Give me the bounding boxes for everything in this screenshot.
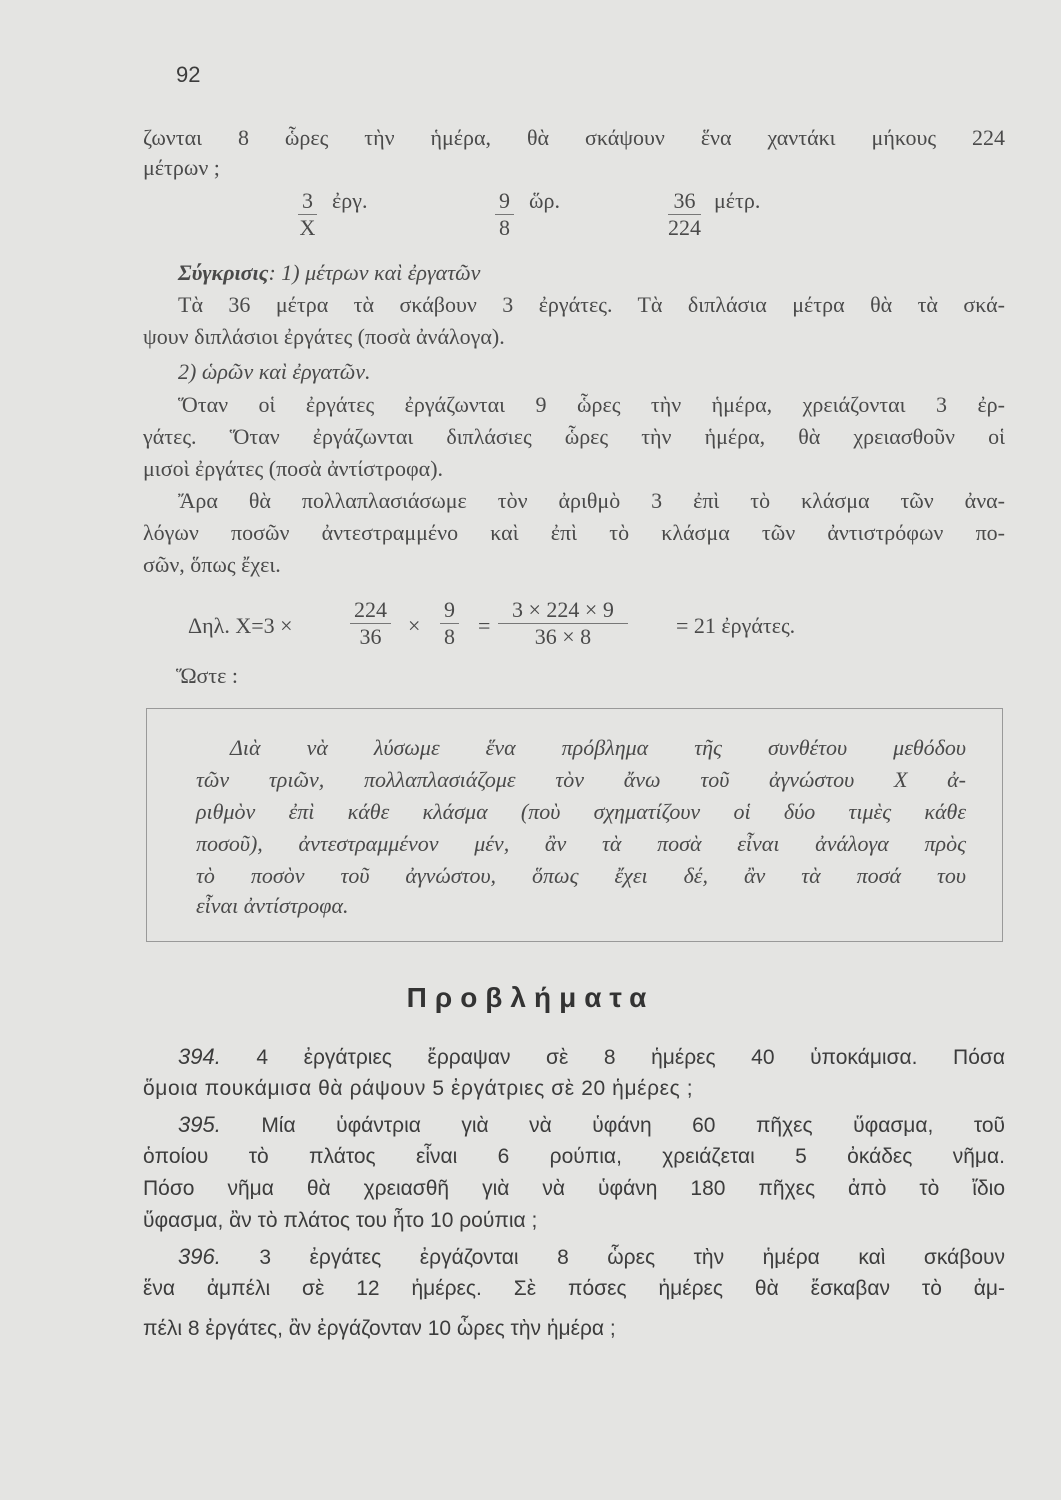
section-title: Προβλήματα [406,982,655,1013]
times-sign: × [408,613,421,638]
fraction-numerator: 224 [350,597,391,624]
problem-394 [178,1043,1005,1072]
rule-line: ποσοῦ), ἀντεστραμμένον μέν, ἂν τὰ ποσὰ εἶναι ἀνάλογα πρὸς [196,831,966,856]
hours-unit: ὥρ. [529,188,560,213]
text-line: μέτρων ; [143,155,220,180]
workers-bottom: Χ [299,215,316,240]
problem-number: 395. [178,1112,221,1137]
hence-label: Ὥστε : [176,663,238,688]
fraction-denominator: 36 × 8 [534,624,592,649]
workers-top: 3 [298,188,317,215]
problem-line: ὅμοια πουκάμισα θὰ ράψουν 5 ἐργάτριες σὲ 20 ἡμέρες ; [143,1077,694,1100]
problem-text: Μία ὑφάντρια γιὰ νὰ ὑφάνη 60 πῆχες ὕφασμα, τοῦ [261,1114,1005,1137]
comparison-label: Σύγκρισις [178,260,269,285]
problem-text: 3 ἐργάτες ἐργάζονται 8 ὧρες τὴν ἡμέρα καὶ σκάβουν [259,1246,1005,1269]
text-line: Τὰ 36 μέτρα τὰ σκάβουν 3 ἐργάτες. Τὰ διπλάσια μέτρα θὰ τὰ σκά- [178,292,1005,317]
problem-line: πέλι 8 ἐργάτες, ἂν ἐργάζονταν 10 ὧρες τὴν ἡμέρα ; [143,1317,616,1340]
formula-prefix: Δηλ. Χ=3 × [188,613,293,638]
meters-bottom: 224 [668,215,701,240]
text-line: Ἄρα θὰ πολλαπλασιάσωμε τὸν ἀριθμὸ 3 ἐπὶ τὸ κλάσμα τῶν ἀνα- [178,488,1005,513]
meters-top: 36 [668,188,701,215]
problem-number: 396. [178,1244,221,1269]
fraction-numerator: 9 [440,597,459,624]
text-line: μισοὶ ἐργάτες (ποσὰ ἀντίστροφα). [143,456,444,481]
problem-line: ἕνα ἀμπέλι σὲ 12 ἡμέρες. Σὲ πόσες ἡμέρες θὰ ἔσκαβαν τὸ ἀμ- [143,1277,1005,1300]
page-number: 92 [176,62,201,87]
text-line: ψουν διπλάσιοι ἐργάτες (ποσὰ ἀνάλογα). [143,324,505,349]
problem-text: 4 ἐργάτριες ἔρραψαν σὲ 8 ἡμέρες 40 ὑποκάμισα. Πόσα [256,1046,1005,1069]
rule-line: εἶναι ἀντίστροφα. [196,893,349,918]
text-line: γάτες. Ὅταν ἐργάζωνται διπλάσιες ὧρες τὴν ἡμέρα, θὰ χρειασθοῦν οἱ [143,424,1005,449]
fraction-denominator: 36 [359,624,382,649]
problem-line: ὁποίου τὸ πλάτος εἶναι 6 ρούπια, χρειάζεται 5 ὀκάδες νῆμα. [143,1145,1005,1168]
problem-line: Πόσο νῆμα θὰ χρειασθῆ γιὰ νὰ ὑφάνη 180 πῆχες ἀπὸ τὸ ἴδιο [143,1177,1005,1200]
text-line: Ὅταν οἱ ἐργάτες ἐργάζωνται 9 ὧρες τὴν ἡμέρα, χρειάζονται 3 ἐρ- [178,392,1005,417]
comparison2-heading: 2) ὡρῶν καὶ ἐργατῶν. [178,359,371,384]
fraction-denominator: 8 [444,624,455,649]
rule-line: τὸ ποσὸν τοῦ ἀγνώστου, ὅπως ἔχει δέ, ἂν τὰ ποσά του [196,863,966,888]
rule-line: τῶν τριῶν, πολλαπλασιάζομε τὸν ἄνω τοῦ ἀγνώστου Χ ἀ- [196,767,966,792]
hours-top: 9 [495,188,514,215]
hours-bottom: 8 [499,215,510,240]
problem-396 [178,1243,1005,1272]
rule-line: Διὰ νὰ λύσωμε ἕνα πρόβλημα τῆς συνθέτου μεθόδου [230,735,966,760]
text-line: ζωνται 8 ὧρες τὴν ἡμέρα, θὰ σκάψουν ἕνα χαντάκι μήκους 224 [143,125,1005,150]
text-line: λόγων ποσῶν ἀντεστραμμένο καὶ ἐπὶ τὸ κλάσμα τῶν ἀντιστρόφων πο- [143,520,1005,545]
problem-395 [178,1111,1005,1140]
text-line: σῶν, ὅπως ἔχει. [143,552,281,577]
fraction-numerator: 3 × 224 × 9 [498,597,628,624]
problem-line: ὕφασμα, ἂν τὸ πλάτος του ἦτο 10 ρούπια ; [143,1209,538,1232]
problem-number: 394. [178,1044,221,1069]
comparison-rest: : 1) μέτρων καὶ ἐργατῶν [268,260,481,285]
equals-sign: = [478,613,491,638]
meters-unit: μέτρ. [714,188,761,213]
formula-result: = 21 ἐργάτες. [676,613,796,638]
workers-unit: ἐργ. [332,188,368,213]
comparison-heading [178,259,1005,287]
rule-line: ριθμὸν ἐπὶ κάθε κλάσμα (ποὺ σχηματίζουν οἱ δύο τιμὲς κάθε [196,799,966,824]
